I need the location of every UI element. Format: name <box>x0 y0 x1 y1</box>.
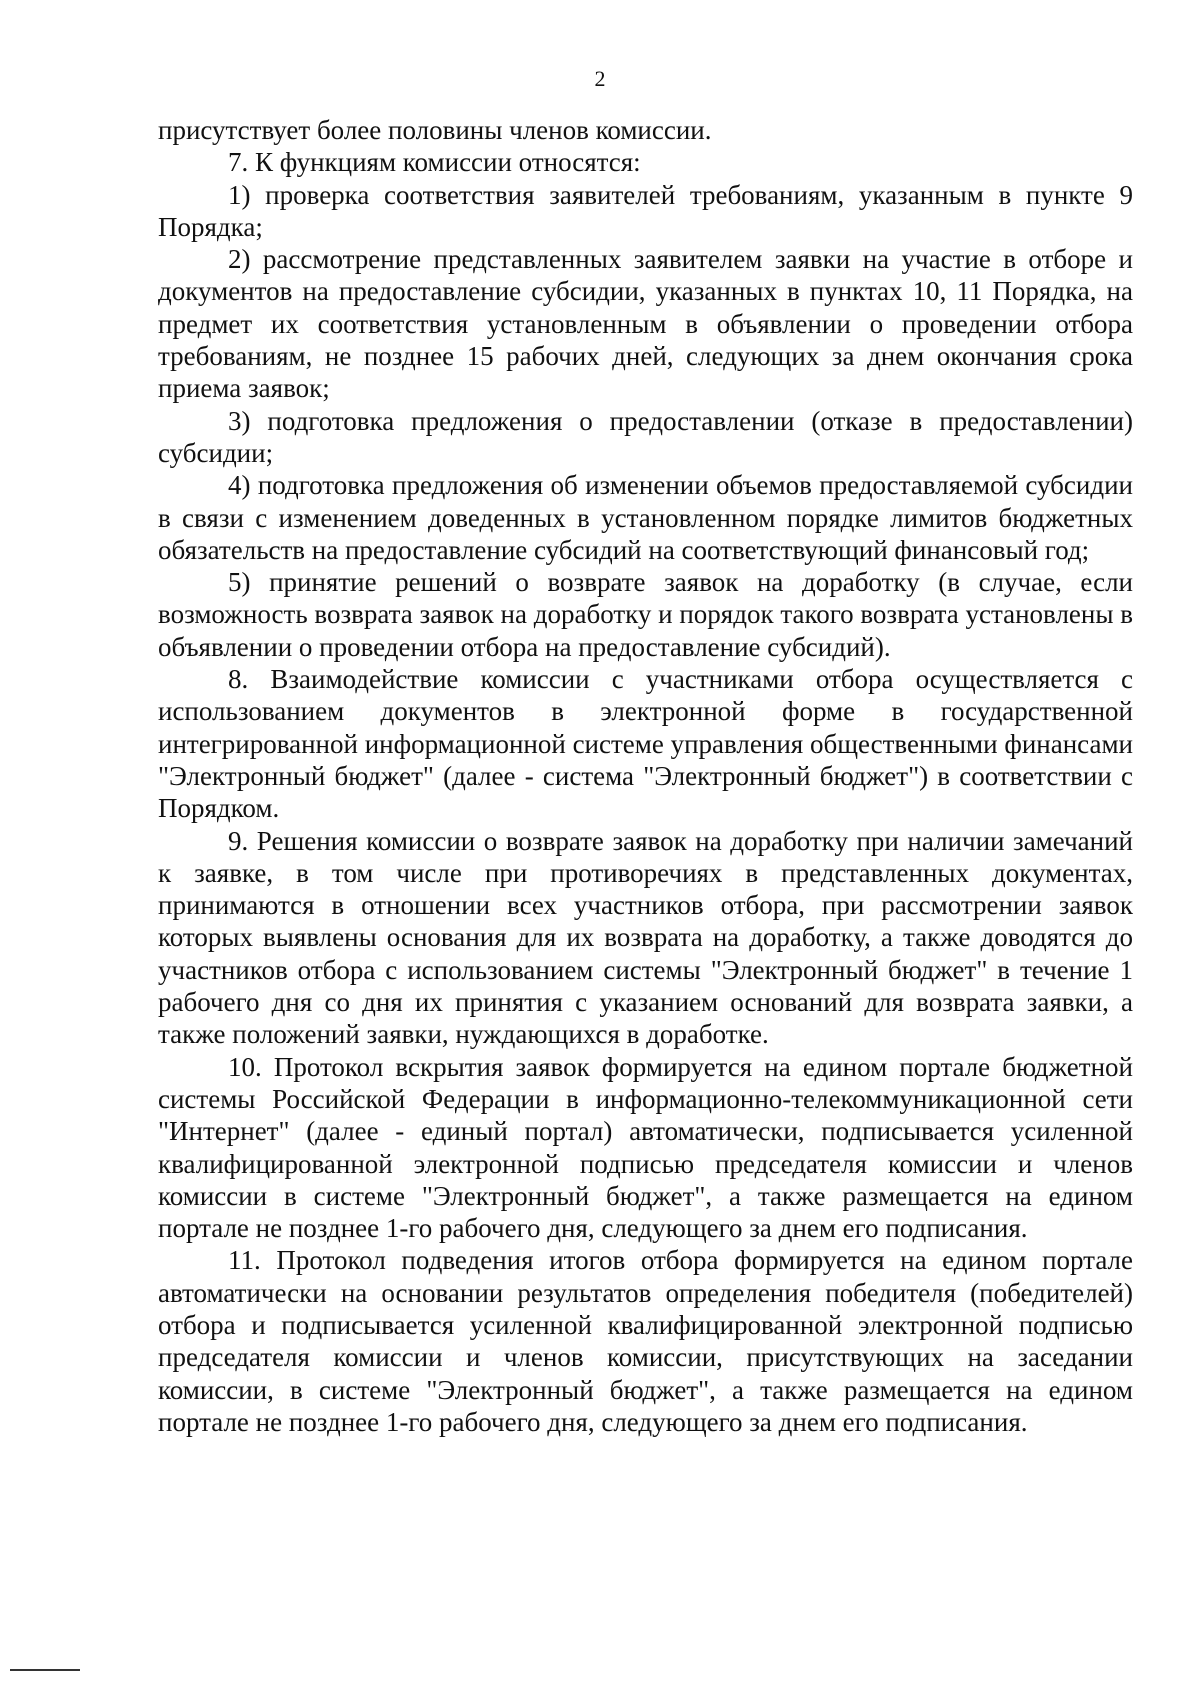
paragraph-item-10: 10. Протокол вскрытия заявок формируется на едином портале бюджетной системы Российской Федерации в информационно-телекоммуникационной сети "Интернет" (далее - единый портал) автоматически, подписывается усиленной квалифицированной электронной подписью председателя комиссии и членов комиссии в системе "Электронный бюджет", а также размещается на едином портале не позднее 1-го рабочего дня, следующего за днем его подписания. <box>158 1051 1133 1244</box>
paragraph-item-7: 7. К функциям комиссии относятся: <box>228 147 641 178</box>
page-number: 2 <box>594 66 606 91</box>
document-body <box>158 114 1133 1438</box>
paragraph-subitem-2: 2) рассмотрение представленных заявителем заявки на участие в отборе и документов на предоставление субсидии, указанных в пунктах 10, 11 Порядка, на предмет их соответствия установленным в объявлении о проведении отбора требованиям, не позднее 15 рабочих дней, следующих за днем окончания срока приема заявок; <box>158 244 1133 404</box>
paragraph-continuation: присутствует более половины членов комиссии. <box>158 115 712 145</box>
paragraph-item-9: 9. Решения комиссии о возврате заявок на доработку при наличии замечаний к заявке, в том числе при противоречиях в представленных документах, принимаются в отношении всех участников отбора, при рассмотрении заявок которых выявлены основания для их возврата на доработку, а также доводятся до участников отбора с использованием системы "Электронный бюджет" в течение 1 рабочего дня со дня их принятия с указанием оснований для возврата заявки, а также положений заявки, нуждающихся в доработке. <box>158 825 1133 1050</box>
footer-divider <box>10 1669 80 1671</box>
paragraph-subitem-1: 1) проверка соответствия заявителей требованиям, указанным в пункте 9 Порядка; <box>158 179 1133 242</box>
paragraph-subitem-3: 3) подготовка предложения о предоставлении (отказе в предоставлении) субсидии; <box>158 405 1133 468</box>
paragraph-subitem-4: 4) подготовка предложения об изменении объемов предоставляемой субсидии в связи с изменением доведенных в установленном порядке лимитов бюджетных обязательств на предоставление субсидий на соответствующий финансовый год; <box>158 470 1133 565</box>
paragraph-item-11: 11. Протокол подведения итогов отбора формируется на едином портале автоматически на основании результатов определения победителя (победителей) отбора и подписывается усиленной квалифицированной электронной подписью председателя комиссии и членов комиссии, присутствующих на заседании комиссии, в системе "Электронный бюджет", а также размещается на едином портале не позднее 1-го рабочего дня, следующего за днем его подписания. <box>158 1245 1133 1437</box>
paragraph-item-8: 8. Взаимодействие комиссии с участниками отбора осуществляется с использованием документов в электронной форме в государственной интегрированной информационной системе управления общественными финансами "Электронный бюджет" (далее - система "Электронный бюджет") в соответствии с Порядком. <box>158 664 1133 824</box>
paragraph-subitem-5: 5) принятие решений о возврате заявок на доработку (в случае, если возможность возврата заявок на доработку и порядок такого возврата установлены в объявлении о проведении отбора на предоставление субсидий). <box>158 567 1133 662</box>
